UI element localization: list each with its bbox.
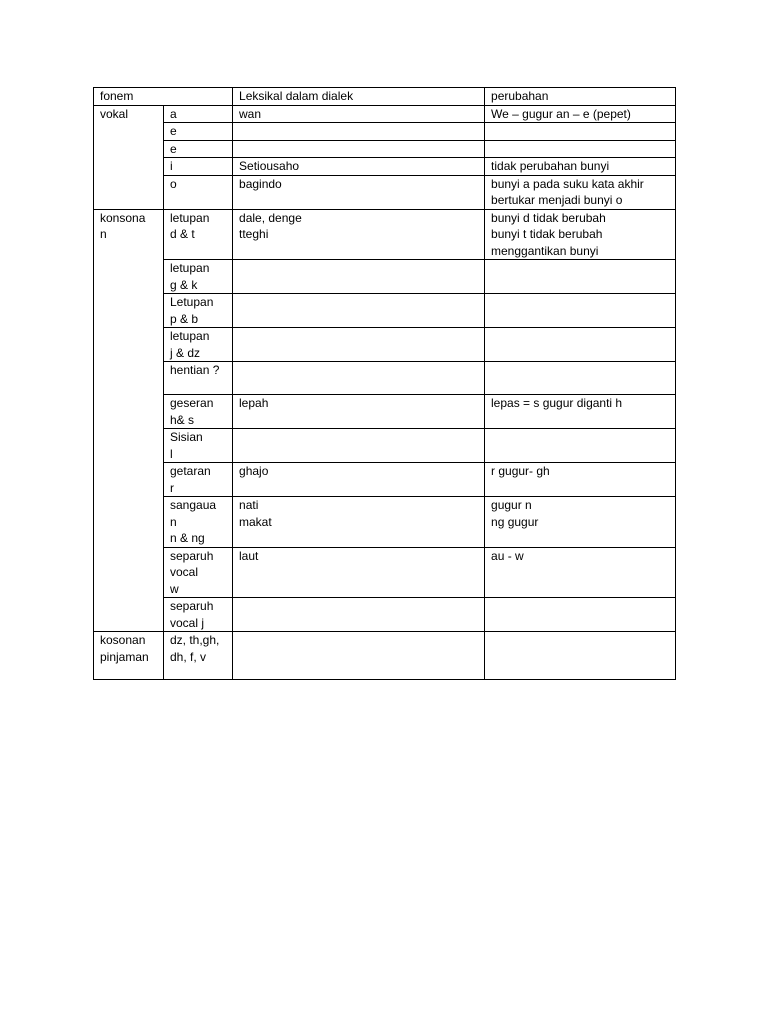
lexical-cell [233, 140, 485, 158]
table-row [94, 105, 676, 123]
table-row [94, 123, 676, 141]
phoneme-cell: dz, th,gh, dh, f, v [164, 632, 233, 680]
change-cell: r gugur- gh [485, 463, 676, 497]
lexical-cell [233, 260, 485, 294]
table-row [94, 175, 676, 209]
change-cell [485, 362, 676, 395]
phoneme-cell: letupan d & t [164, 209, 233, 260]
change-cell: au - w [485, 547, 676, 598]
table-row [94, 140, 676, 158]
change-cell [485, 140, 676, 158]
phoneme-cell: separuh vocal j [164, 598, 233, 632]
lexical-cell: nati makat [233, 497, 485, 548]
phoneme-cell: hentian ? [164, 362, 233, 395]
table-row [94, 395, 676, 429]
table-row [94, 260, 676, 294]
lexical-cell [233, 598, 485, 632]
table-row [94, 463, 676, 497]
phoneme-cell: Sisian l [164, 429, 233, 463]
lexical-cell: lepah [233, 395, 485, 429]
phoneme-cell: e [164, 140, 233, 158]
table-row [94, 598, 676, 632]
table-row [94, 497, 676, 548]
table-row [94, 429, 676, 463]
header-fonem: fonem [94, 88, 233, 106]
change-cell [485, 260, 676, 294]
change-cell [485, 123, 676, 141]
group-label-vokal: vokal [94, 105, 164, 209]
change-cell: gugur n ng gugur [485, 497, 676, 548]
table-row [94, 158, 676, 176]
lexical-cell [233, 328, 485, 362]
lexical-cell: laut [233, 547, 485, 598]
lexical-cell [233, 294, 485, 328]
table-row [94, 632, 676, 680]
header-row [94, 88, 676, 106]
phoneme-table [93, 87, 676, 680]
change-cell: bunyi a pada suku kata akhir bertukar menjadi bunyi o [485, 175, 676, 209]
lexical-cell [233, 429, 485, 463]
phoneme-cell: i [164, 158, 233, 176]
lexical-cell [233, 362, 485, 395]
group-label-konsonan: konsona n [94, 209, 164, 632]
change-cell [485, 632, 676, 680]
phoneme-cell: o [164, 175, 233, 209]
lexical-cell: dale, denge tteghi [233, 209, 485, 260]
table-row [94, 294, 676, 328]
phoneme-cell: getaran r [164, 463, 233, 497]
table-row [94, 362, 676, 395]
change-cell [485, 328, 676, 362]
phoneme-cell: geseran h& s [164, 395, 233, 429]
change-cell: bunyi d tidak berubah bunyi t tidak berubah menggantikan bunyi [485, 209, 676, 260]
lexical-cell: wan [233, 105, 485, 123]
header-leksikal: Leksikal dalam dialek [233, 88, 485, 106]
change-cell [485, 294, 676, 328]
change-cell: lepas = s gugur diganti h [485, 395, 676, 429]
change-cell [485, 598, 676, 632]
phoneme-cell: a [164, 105, 233, 123]
table-row [94, 547, 676, 598]
phoneme-cell: letupan g & k [164, 260, 233, 294]
change-cell [485, 429, 676, 463]
group-label-pinjaman: kosonan pinjaman [94, 632, 164, 680]
phoneme-cell: sangaua n n & ng [164, 497, 233, 548]
header-perubahan: perubahan [485, 88, 676, 106]
phoneme-cell: Letupan p & b [164, 294, 233, 328]
lexical-cell: ghajo [233, 463, 485, 497]
phoneme-cell: separuh vocal w [164, 547, 233, 598]
lexical-cell: bagindo [233, 175, 485, 209]
lexical-cell [233, 632, 485, 680]
lexical-cell: Setiousaho [233, 158, 485, 176]
table-row [94, 328, 676, 362]
table-row [94, 209, 676, 260]
change-cell: We – gugur an – e (pepet) [485, 105, 676, 123]
phoneme-cell: letupan j & dz [164, 328, 233, 362]
phoneme-cell: e [164, 123, 233, 141]
change-cell: tidak perubahan bunyi [485, 158, 676, 176]
lexical-cell [233, 123, 485, 141]
